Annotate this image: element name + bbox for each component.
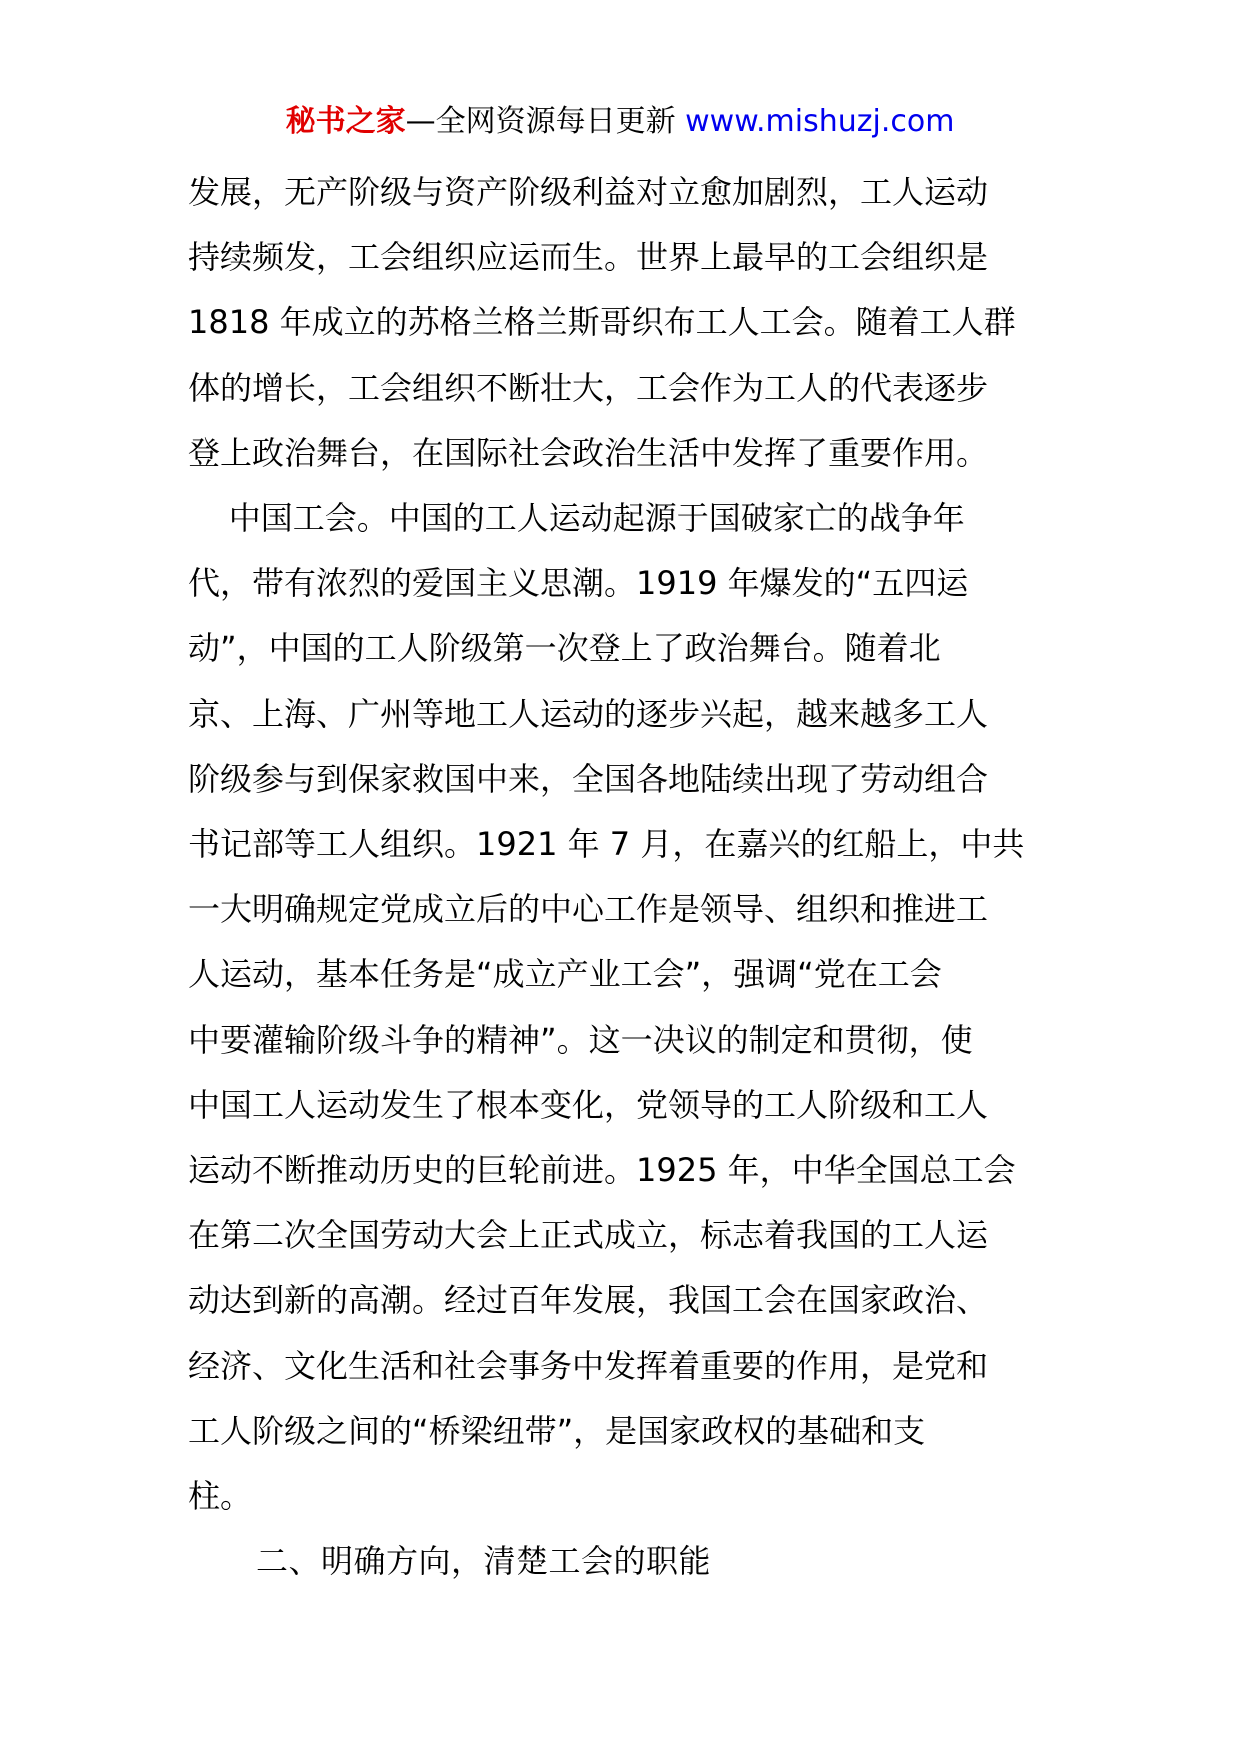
website-link[interactable]: www.mishuzj.com <box>685 104 955 139</box>
document-body <box>188 160 1058 1594</box>
page-header <box>0 100 1240 144</box>
paragraph-2: 中国工会。中国的工人运动起源于国破家亡的战争年 代，带有浓烈的爱国主义思潮。1919 年爆发的“五四运 动”，中国的工人阶级第一次登上了政治舞台。随着北 京、上海、广州等地工人运动的逐步兴起，越来越多工人 阶级参与到保家救国中来，全国各地陆续出现了劳动组合 书记部等工人组织。1921 年 7 月，在嘉兴的红船上，中共 一大明确规定党成立后的中心工作是领导、组织和推进工 人运动，基本任务是“成立产业工会”，强调“党在工会 中要灌输阶级斗争的精神”。这一决议的制定和贯彻，使 中国工人运动发生了根本变化，党领导的工人阶级和工人 运动不断推动历史的巨轮前进。1925 年，中华全国总工会 在第二次全国劳动大会上正式成立，标志着我国的工人运 动达到新的高潮。经过百年发展，我国工会在国家政治、 经济、文化生活和社会事务中发挥着重要的作用，是党和 工人阶级之间的“桥梁纽带”，是国家政权的基础和支 柱。 <box>188 499 1025 1516</box>
header-tagline: —全网资源每日更新 <box>405 104 686 139</box>
brand-name: 秘书之家 <box>285 104 406 139</box>
paragraph-1: 发展，无产阶级与资产阶级利益对立愈加剧烈，工人运动 持续频发，工会组织应运而生。世界上最早的工会组织是 1818 年成立的苏格兰格兰斯哥织布工人工会。随着工人群 体的增长，工会组织不断壮大，工会作为工人的代表逐步 登上政治舞台，在国际社会政治生活中发挥了重要作用。 <box>188 173 1016 472</box>
section-heading: 二、明确方向，清楚工会的职能 <box>256 1542 712 1581</box>
